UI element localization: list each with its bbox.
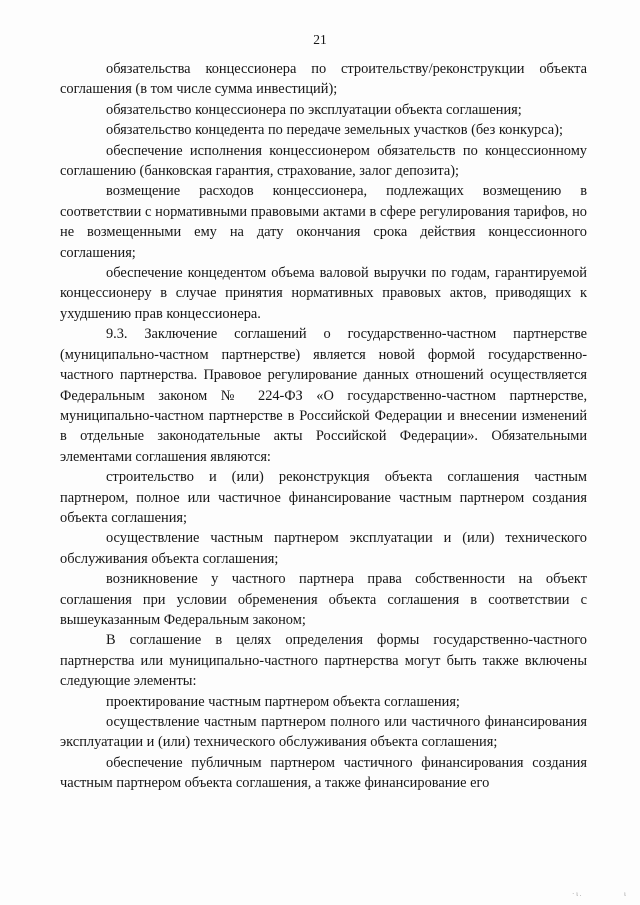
- paragraph-gross-revenue: обеспечение концедентом объема валовой выручки по годам, гарантируемой концессионеру в случае принятия нормативных правовых актов, приводящих к ухудшению прав концессионера.: [60, 265, 587, 322]
- paragraph-public-financing-element: обеспечение публичным партнером частичного финансирования создания частным партнером объекта соглашения, а также финансирование его: [60, 754, 587, 792]
- paragraph-section-9-3: 9.3. Заключение соглашений о государственно-частном партнерстве (муниципально-частном партнерстве) является новой формой государственно-частного партнерства. Правовое регулирование данных отношений осуществляется Федеральным законом № 224-ФЗ «О государственно-частном партнерстве, муниципально-частном партнерстве в Российской Федерации и внесении изменений в отдельные законодательные акты Российской Федерации». Обязательными элементами соглашения являются:: [60, 326, 587, 465]
- paragraph-expense-reimbursement: возмещение расходов концессионера, подлежащих возмещению в соответствии с нормативными правовыми актами в сфере регулирования тарифов, но не возмещенными ему на дату окончания срока действия концессионного соглашения;: [60, 183, 587, 261]
- scan-artifact-mark: · ι .: [572, 890, 582, 898]
- paragraph-operation-element: осуществление частным партнером эксплуатации и (или) технического обслуживания объекта соглашения;: [60, 530, 587, 567]
- page-number: 21: [313, 32, 327, 47]
- paragraph-design-element: проектирование частным партнером объекта соглашения;: [106, 693, 460, 710]
- scan-artifact-mark: ι: [624, 890, 626, 898]
- paragraph-land-transfer: обязательство концедента по передаче земельных участков (без конкурса);: [106, 122, 563, 139]
- document-body: [60, 59, 587, 794]
- paragraph-obligation-security: обеспечение исполнения концессионером обязательств по концессионному соглашению (банковская гарантия, страхование, залог депозита);: [60, 142, 587, 180]
- paragraph-ownership-element: возникновение у частного партнера права собственности на объект соглашения при условии обременения объекта соглашения в соответствии с вышеуказанным Федеральным законом;: [60, 571, 587, 628]
- paragraph-concessionaire-construction: обязательства концессионера по строительству/реконструкции объекта соглашения (в том числе сумма инвестиций);: [60, 61, 587, 98]
- paragraph-construction-element: строительство и (или) реконструкция объекта соглашения частным партнером, полное или частичное финансирование частным партнером создания объекта соглашения;: [60, 469, 587, 526]
- paragraph-optional-elements-intro: В соглашение в целях определения формы государственно-частного партнерства или муниципально-частного партнерства могут быть также включены следующие элементы:: [60, 632, 587, 690]
- paragraph-financing-element: осуществление частным партнером полного или частичного финансирования эксплуатации и (или) технического обслуживания объекта соглашения;: [60, 714, 587, 751]
- paragraph-concessionaire-operation: обязательство концессионера по эксплуатации объекта соглашения;: [106, 101, 522, 118]
